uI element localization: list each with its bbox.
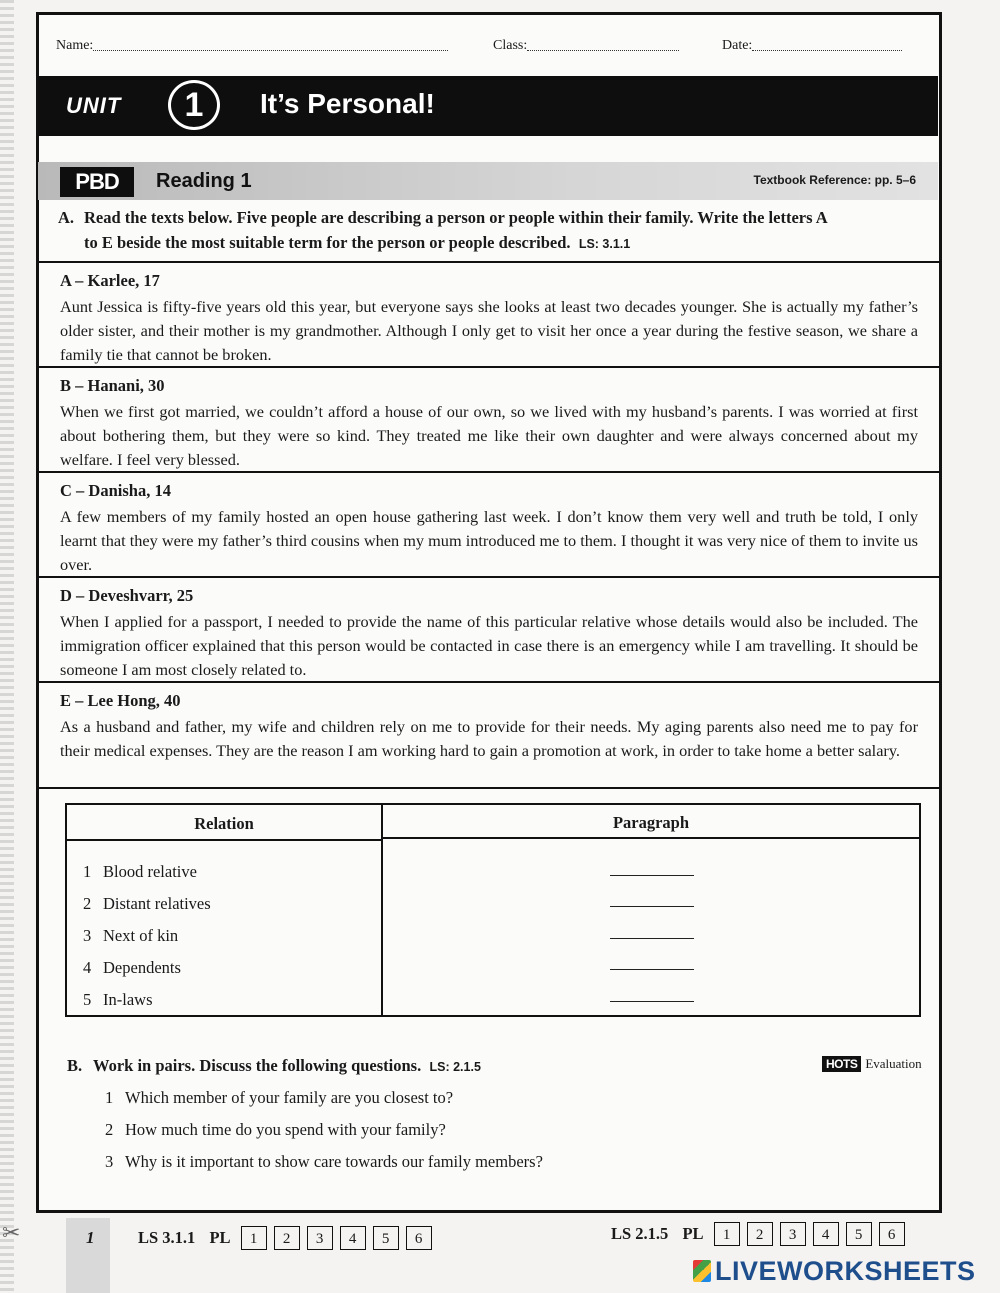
question-item <box>105 1152 543 1172</box>
answer-blank[interactable] <box>610 968 694 970</box>
liveworksheets-logo[interactable] <box>693 1256 976 1287</box>
pl-label: PL <box>209 1228 231 1247</box>
instruction-b-text: Work in pairs. Discuss the following questions. <box>93 1056 422 1075</box>
answer-blank[interactable] <box>610 874 694 876</box>
instruction-a-line2: to E beside the most suitable term for the person or people described. <box>84 233 571 252</box>
class-field <box>493 38 527 54</box>
paragraph-text: When I applied for a passport, I needed to provide the name of this particular relative whose details would also be included. The immigration officer explained that this person would be contacted in case there is an emergency while I am travelling. It should be someone I am most closely related to. <box>60 612 918 679</box>
section-divider <box>38 787 940 789</box>
page-number: 1 <box>86 1228 95 1247</box>
question-number: 1 <box>105 1088 114 1107</box>
relation-column-header: Relation <box>67 805 383 841</box>
pl-box[interactable]: 3 <box>780 1222 806 1246</box>
header-fields <box>56 38 916 58</box>
table-row <box>83 958 373 978</box>
instruction-a <box>58 205 920 257</box>
table-row <box>83 862 373 882</box>
paragraph-speaker: E – Lee Hong, 40 <box>60 691 181 710</box>
question-text: Which member of your family are you closest to? <box>125 1088 454 1107</box>
paragraph-text: As a husband and father, my wife and children rely on me to provide for their needs. My aging parents also need me to pay for their medical expenses. They are the reason I am working hard to gain a promotion at work, in order to take home a better salary. <box>60 717 918 760</box>
paragraph-text: When we first got married, we couldn’t afford a house of our own, so we lived with my husband’s parents. I was worried at first about bothering them, but they were so kind. They treated me like their own daughter and were always concerned about my welfare. I feel very blessed. <box>60 402 918 469</box>
ls-code: LS 2.1.5 <box>611 1224 669 1243</box>
paragraph-b <box>38 366 940 473</box>
paragraph-speaker: B – Hanani, 30 <box>60 376 165 395</box>
row-number: 4 <box>83 958 92 977</box>
pl-box[interactable]: 5 <box>373 1226 399 1250</box>
instruction-b-letter: B. <box>67 1056 83 1075</box>
pl-box[interactable]: 4 <box>340 1226 366 1250</box>
instruction-b-ls: LS: 2.1.5 <box>429 1060 481 1074</box>
row-number: 2 <box>83 894 92 913</box>
name-input-line[interactable] <box>93 38 448 51</box>
pl-box[interactable]: 4 <box>813 1222 839 1246</box>
table-row <box>83 894 373 914</box>
brand-text: LIVEWORKSHEETS <box>715 1256 976 1286</box>
name-label: Name: <box>56 38 94 53</box>
pl-box[interactable]: 6 <box>406 1226 432 1250</box>
pl-box[interactable]: 5 <box>846 1222 872 1246</box>
pl-label: PL <box>682 1224 704 1243</box>
question-item <box>105 1120 446 1140</box>
table-row <box>83 926 373 946</box>
table-divider <box>381 839 383 1015</box>
paragraph-column-header: Paragraph <box>383 805 919 839</box>
section-header <box>38 162 938 200</box>
pl-box[interactable]: 6 <box>879 1222 905 1246</box>
pl-box[interactable]: 2 <box>747 1222 773 1246</box>
answer-blank[interactable] <box>610 937 694 939</box>
paragraph-text: Aunt Jessica is fifty-five years old this year, but everyone says she looks at least two decades younger. She is actually my father’s older sister, and their mother is my grandmother. Although I only get to visit her once a year during the festive season, we share a family tie that cannot be broken. <box>60 297 918 364</box>
paragraph-a <box>38 261 940 368</box>
class-input-line[interactable] <box>527 38 679 51</box>
hots-label <box>822 1056 922 1072</box>
paragraph-text: A few members of my family hosted an open house gathering last week. I don’t know them very well and truth be told, I only learnt that they were my father’s third cousins when my mum introduced me to them. I thought it was very nice of them to invite us over. <box>60 507 918 574</box>
instruction-a-letter: A. <box>58 208 75 227</box>
paragraph-c <box>38 471 940 578</box>
date-field <box>722 38 752 54</box>
table-row <box>83 990 373 1010</box>
pl-box[interactable]: 2 <box>274 1226 300 1250</box>
hots-badge: HOTS <box>822 1056 861 1072</box>
question-item <box>105 1088 453 1108</box>
question-text: Why is it important to show care towards our family members? <box>125 1152 543 1171</box>
unit-number-badge: 1 <box>168 80 220 130</box>
spiral-binding <box>0 0 14 1293</box>
pl-group-right <box>611 1222 912 1246</box>
paragraph-speaker: C – Danisha, 14 <box>60 481 171 500</box>
pl-box[interactable]: 1 <box>714 1222 740 1246</box>
class-label: Class: <box>493 38 528 53</box>
date-input-line[interactable] <box>752 38 902 51</box>
row-label: Blood relative <box>103 862 197 881</box>
answer-blank[interactable] <box>610 905 694 907</box>
paragraph-speaker: A – Karlee, 17 <box>60 271 160 290</box>
name-field <box>56 38 93 54</box>
row-number: 5 <box>83 990 92 1009</box>
section-title: Reading 1 <box>156 170 252 192</box>
unit-banner <box>38 76 938 136</box>
pl-group-left <box>138 1226 439 1250</box>
textbook-reference: Textbook Reference: pp. 5–6 <box>753 173 916 187</box>
answer-blank[interactable] <box>610 1000 694 1002</box>
row-label: In-laws <box>103 990 153 1009</box>
unit-word: UNIT <box>66 93 122 118</box>
liveworksheets-icon <box>693 1260 711 1282</box>
relation-table <box>65 803 921 1017</box>
question-number: 2 <box>105 1120 114 1139</box>
instruction-a-line1: Read the texts below. Five people are describing a person or people within their family. Write the letters A <box>84 208 828 227</box>
row-label: Dependents <box>103 958 181 977</box>
date-label: Date: <box>722 38 753 53</box>
hots-evaluation: Evaluation <box>865 1056 922 1071</box>
paragraph-d <box>38 576 940 683</box>
pl-box[interactable]: 1 <box>241 1226 267 1250</box>
unit-title: It’s Personal! <box>260 88 435 119</box>
pl-box[interactable]: 3 <box>307 1226 333 1250</box>
paragraph-e <box>38 681 940 789</box>
instruction-b <box>67 1056 481 1076</box>
question-number: 3 <box>105 1152 114 1171</box>
question-text: How much time do you spend with your family? <box>125 1120 446 1139</box>
pbd-badge: PBD <box>60 167 134 197</box>
ls-code: LS 3.1.1 <box>138 1228 196 1247</box>
paragraph-speaker: D – Deveshvarr, 25 <box>60 586 194 605</box>
paperclip-icon: ✂ <box>2 1220 21 1245</box>
row-label: Distant relatives <box>103 894 211 913</box>
instruction-a-ls: LS: 3.1.1 <box>578 237 631 251</box>
row-number: 1 <box>83 862 92 881</box>
row-number: 3 <box>83 926 92 945</box>
row-label: Next of kin <box>103 926 179 945</box>
